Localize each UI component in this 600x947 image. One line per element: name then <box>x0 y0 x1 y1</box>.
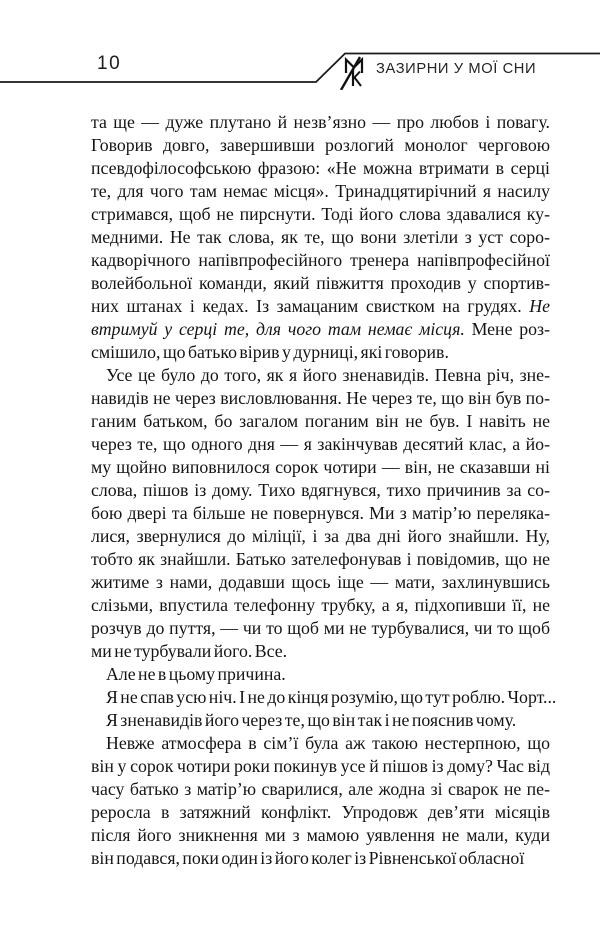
paragraph <box>91 663 550 686</box>
text-segment: Говорив довго, завершивши розлогий монолог черговою <box>91 135 550 155</box>
text-segment: реросла в затяжний конфлікт. Упродовж дев’яти місяців <box>91 802 550 822</box>
text-line <box>91 111 550 134</box>
text-line <box>91 226 550 249</box>
text-line <box>91 433 550 456</box>
text-line <box>91 801 550 824</box>
text-segment: Невже атмосфера в сім’ї була аж такою нестерпною, що <box>106 733 550 753</box>
text-segment: псевдофілософською фразою: «Не можна втримати в серці <box>91 158 550 178</box>
paragraph <box>91 686 557 709</box>
text-segment: через те, що одного дня — я закінчував десятий клас, а йо- <box>91 434 550 454</box>
text-segment: лися, звернулися до міліції, і за два дні його знайшли. Ну, <box>91 526 550 546</box>
text-segment: стримався, щоб не пирснути. Тоді його слова здавалися ку- <box>91 204 550 224</box>
paragraph <box>91 732 550 870</box>
text-segment: Я не спав усю ніч. І не до кінця розумію, що тут роблю. Чорт... <box>106 687 557 707</box>
text-line <box>91 709 550 732</box>
text-segment: ми не турбували його. Все. <box>91 641 288 661</box>
text-segment: Але не в цьому причина. <box>106 664 286 684</box>
header-rule <box>0 0 600 100</box>
book-title: ЗАЗИРНИ У МОЇ СНИ <box>376 61 537 77</box>
text-segment: те, для чого там немає місця». Тринадцятирічний я насилу <box>91 181 550 201</box>
italic-text-segment: втримуй у серці те, для чого там немає місця. <box>91 319 465 339</box>
text-line <box>91 318 550 341</box>
text-segment: волейбольної команди, який півжиття проходив у спортив- <box>91 273 550 293</box>
text-line <box>91 778 550 801</box>
text-line <box>91 732 550 755</box>
italic-text-segment: Не <box>529 296 550 316</box>
text-segment: смішило, що батько вірив у дурниці, які говорив. <box>91 342 449 362</box>
text-segment: слізьми, впустила телефонну трубку, а я, підхопивши її, не <box>91 595 550 615</box>
text-segment: він у сорок чотири роки покинув усе й пішов із дому? Час від <box>91 756 550 776</box>
text-line <box>91 249 550 272</box>
text-segment: житиме з нами, додавши щось іще — мати, захлинувшись <box>91 572 550 592</box>
text-segment: Мене роз- <box>464 319 550 339</box>
text-segment: кадворічного напівпрофесійного тренера напівпрофесійної <box>91 250 550 270</box>
text-line <box>91 364 550 387</box>
text-segment: Усе це було до того, як я його зненавидів. Певна річ, зне- <box>106 365 550 385</box>
text-line <box>91 157 550 180</box>
text-line <box>91 686 557 709</box>
text-line <box>91 456 550 479</box>
text-line <box>91 203 550 226</box>
text-segment: них штанах і кедах. Із замацаним свистком на грудях. <box>91 296 530 316</box>
text-line <box>91 134 550 157</box>
text-line <box>91 180 550 203</box>
text-line <box>91 410 550 433</box>
text-segment: слова, пішов із дому. Тихо вдягнувся, тихо причинив за со- <box>91 480 550 500</box>
text-line <box>91 548 550 571</box>
text-line <box>91 502 550 525</box>
text-segment: медними. Не так слова, як те, що вони злетіли з уст соро- <box>91 227 550 247</box>
text-line <box>91 594 550 617</box>
text-line <box>91 617 550 640</box>
page-number: 10 <box>97 53 122 74</box>
text-line <box>91 525 550 548</box>
paragraph <box>91 111 550 364</box>
paragraph <box>91 709 550 732</box>
text-line <box>91 847 550 870</box>
text-segment: навидів не через висловлювання. Не через те, що він був по- <box>91 388 550 408</box>
text-line <box>91 571 550 594</box>
page-text <box>91 111 557 870</box>
text-segment: бою двері та більше не повернувся. Ми з матір’ю переляка- <box>91 503 550 523</box>
text-line <box>91 295 550 318</box>
text-segment: ганим батьком, бо загалом поганим він не був. І навіть не <box>91 411 550 431</box>
text-segment: тобто як знайшли. Батько зателефонував і повідомив, що не <box>91 549 550 569</box>
text-line <box>91 824 550 847</box>
text-line <box>91 387 550 410</box>
text-segment: після його зникнення ми з мамою уявлення не мали, куди <box>91 825 550 845</box>
text-line <box>91 663 550 686</box>
text-segment: та ще — дуже плутано й незв’язно — про любов і повагу. <box>91 112 550 132</box>
text-line <box>91 640 550 663</box>
paragraph <box>91 364 550 663</box>
text-line <box>91 755 550 778</box>
text-segment: він подався, поки один із його колег із Рівненської обласної <box>91 848 525 868</box>
text-segment: розчув до пуття, — чи то щоб ми не турбувалися, чи то щоб <box>91 618 550 638</box>
text-segment: часу батько з матір’ю сварилися, але жодна зі сварок не пе- <box>91 779 550 799</box>
text-line <box>91 341 550 364</box>
text-segment: Я зненавидів його через те, що він так і не пояснив чому. <box>106 710 517 730</box>
text-line <box>91 272 550 295</box>
author-monogram-icon <box>339 56 364 90</box>
text-segment: му щойно виповнилося сорок чотири — він, не сказавши ні <box>91 457 550 477</box>
text-line <box>91 479 550 502</box>
